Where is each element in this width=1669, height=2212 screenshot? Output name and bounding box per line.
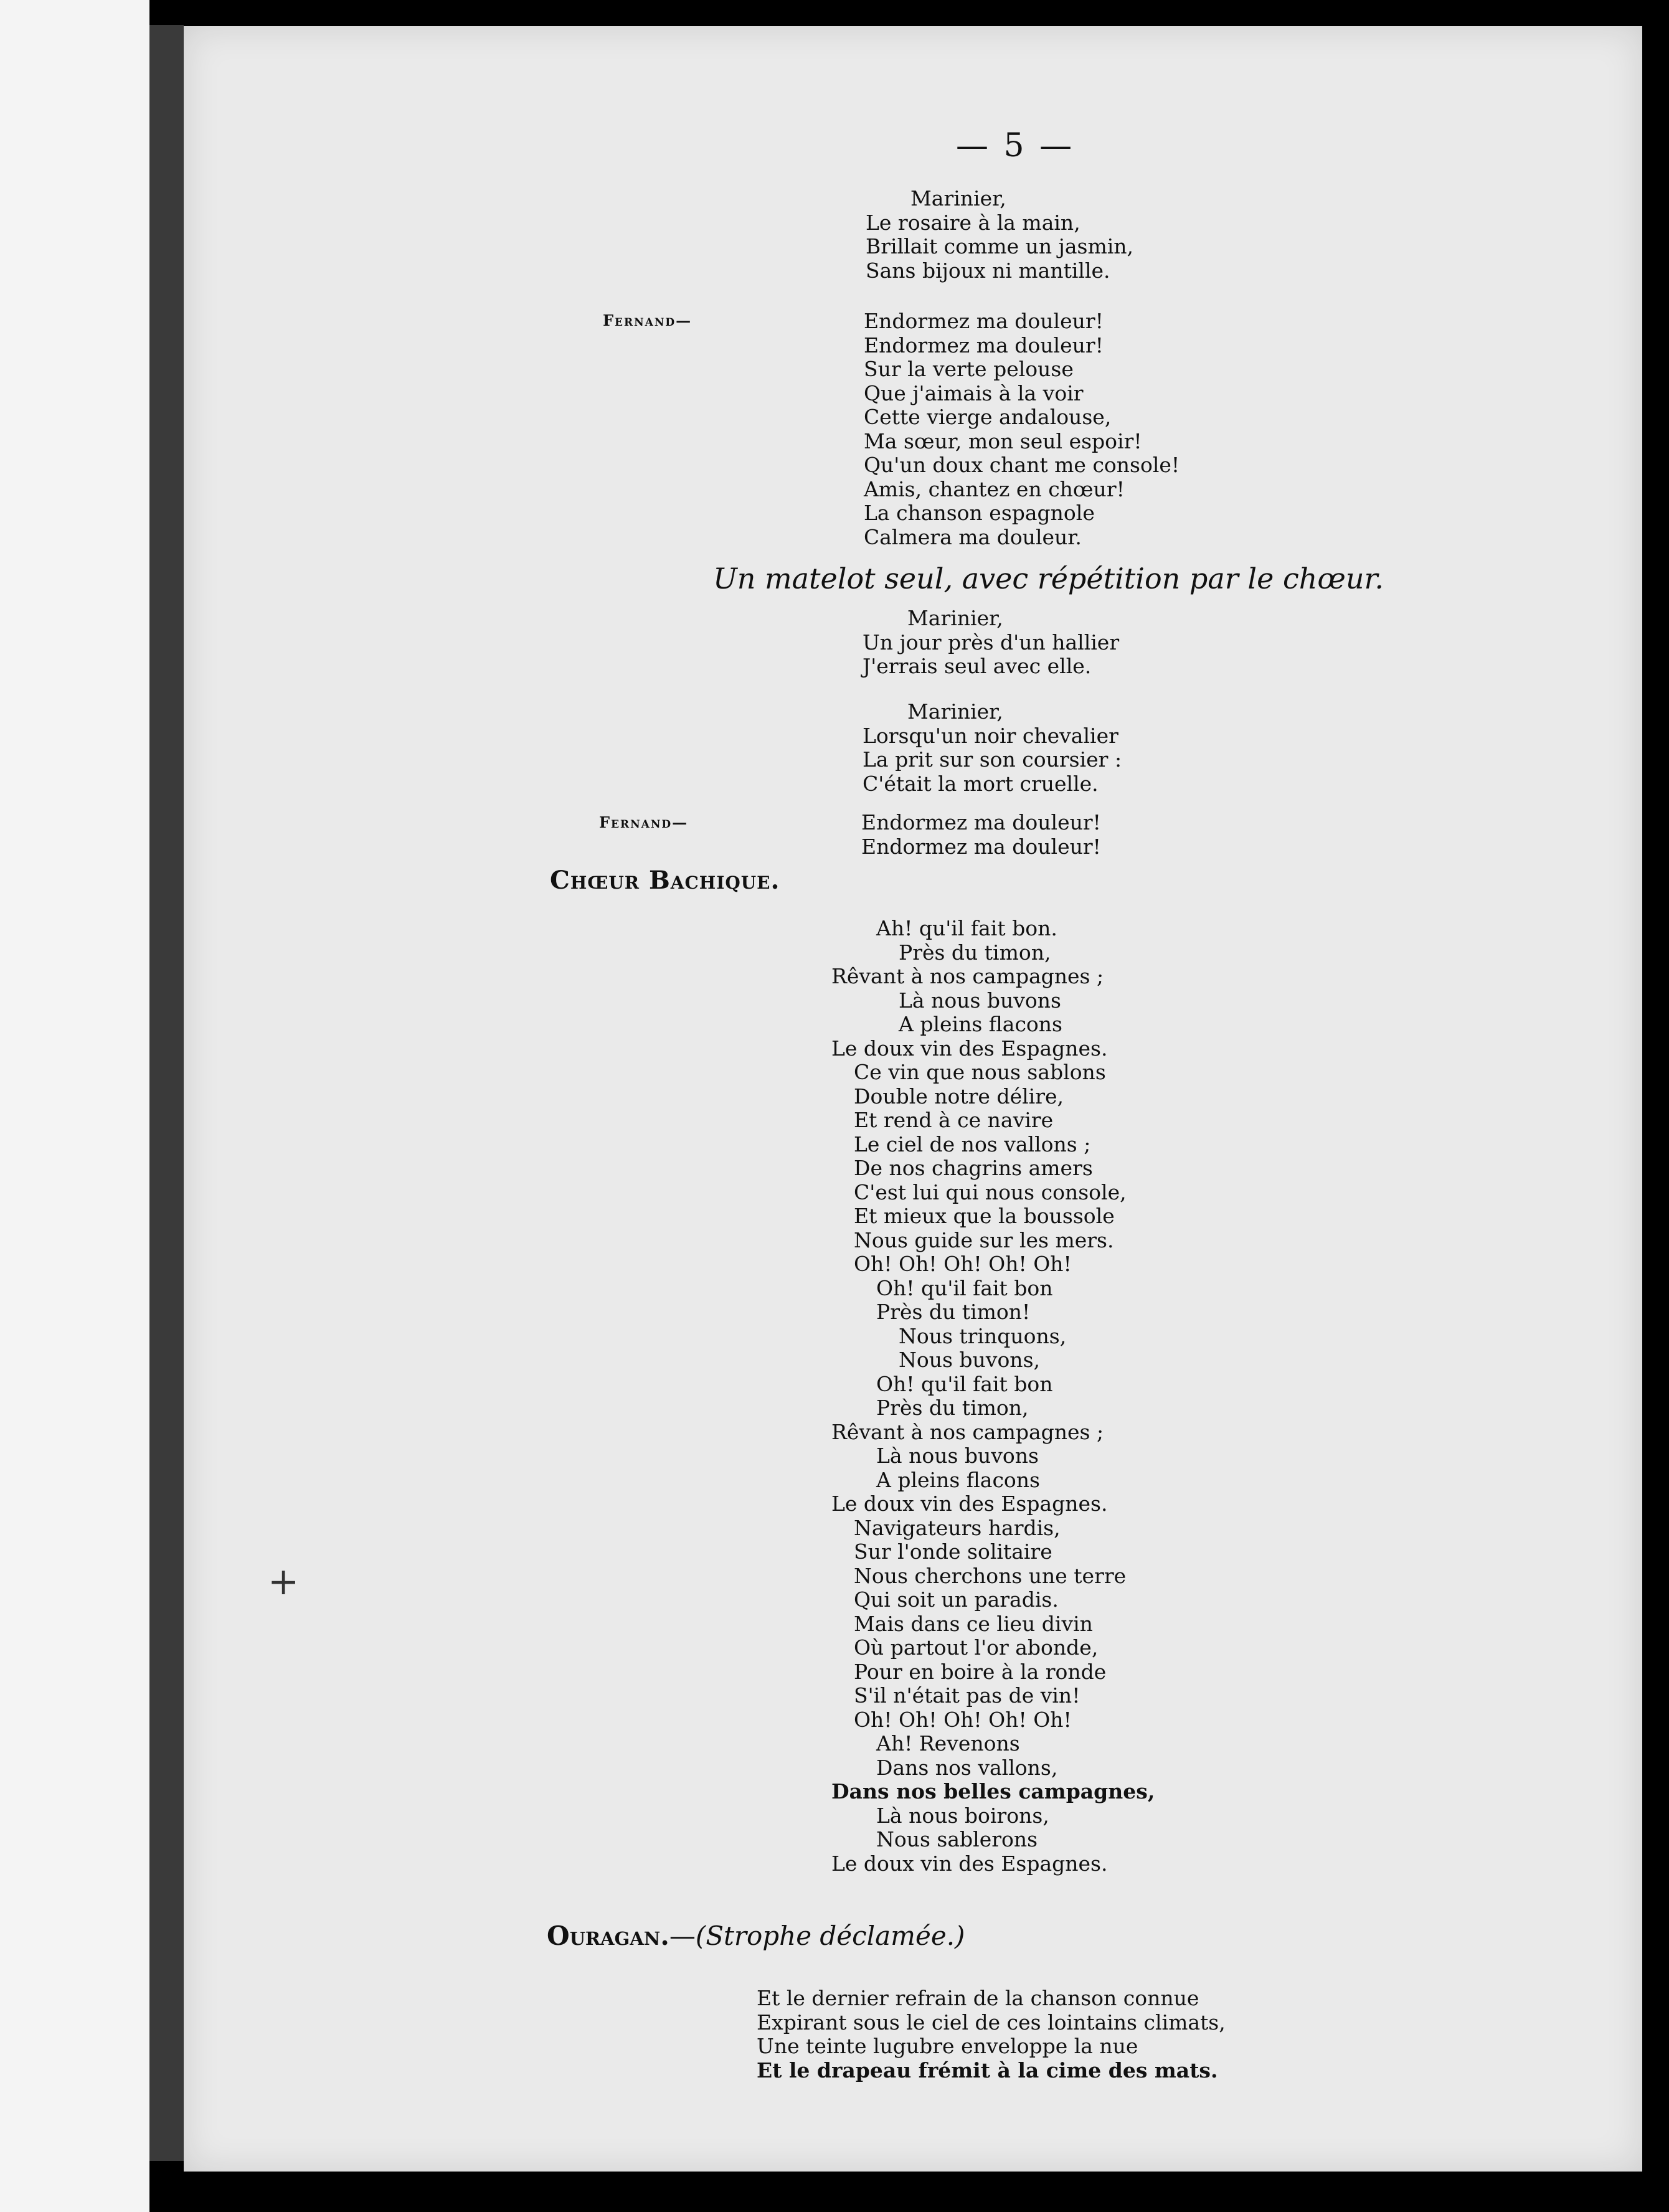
verse-line: Un jour près d'un hallier <box>863 630 1120 655</box>
fernand-verse-2 <box>861 811 1101 859</box>
verse-line: Près du timon, <box>899 940 1051 965</box>
verse-line: Et rend à ce navire <box>854 1108 1054 1132</box>
verse-line: Double notre délire, <box>854 1084 1064 1108</box>
verse-line: Rêvant à nos campagnes ; <box>831 1419 1104 1444</box>
speaker-ouragan: Ouragan. <box>547 1921 669 1951</box>
verse-line: Et mieux que la boussole <box>854 1204 1115 1228</box>
stage-direction: Un matelot seul, avec répétition par le chœur. <box>713 562 1384 595</box>
verse-line: Et le drapeau frémit à la cime des mats. <box>757 2058 1218 2082</box>
verse-line: Sur l'onde solitaire <box>854 1539 1052 1564</box>
verse-line: Là nous buvons <box>899 988 1061 1013</box>
verse-line: Endormez ma douleur! <box>864 333 1104 357</box>
verse-line: Marinier, <box>907 606 1003 630</box>
verse-line: Endormez ma douleur! <box>861 834 1101 859</box>
verse-line: Oh! Oh! Oh! Oh! Oh! <box>854 1252 1072 1276</box>
verse-line: Amis, chantez en chœur! <box>864 476 1125 501</box>
verse-line: La prit sur son coursier : <box>863 747 1122 772</box>
page-number: — 5 — <box>956 127 1075 164</box>
verse-line: Près du timon! <box>876 1300 1031 1324</box>
verse-line: Sans bijoux ni mantille. <box>866 258 1110 283</box>
verse-line: Ah! Revenons <box>876 1731 1020 1756</box>
verse-line: J'errais seul avec elle. <box>863 654 1092 678</box>
verse-line: Rêvant à nos campagnes ; <box>831 964 1104 988</box>
verse-line: Dans nos vallons, <box>876 1755 1058 1780</box>
book-spine <box>149 25 184 2161</box>
verse-line: Lorsqu'un noir chevalier <box>863 723 1118 748</box>
verse-line: Là nous boirons, <box>876 1803 1049 1828</box>
verse-line: Une teinte lugubre enveloppe la nue <box>757 2034 1138 2058</box>
verse-line: Là nous buvons <box>876 1444 1039 1468</box>
choeur-bachique-verse <box>831 917 1155 1876</box>
stanza-marinier-1 <box>866 187 1133 283</box>
speaker-fernand: Fernand— <box>599 813 689 831</box>
document-page <box>184 26 1642 2172</box>
verse-line: Cette vierge andalouse, <box>864 405 1112 429</box>
verse-line: Endormez ma douleur! <box>864 309 1104 333</box>
verse-line: Endormez ma douleur! <box>861 810 1101 834</box>
verse-line: De nos chagrins amers <box>854 1156 1093 1180</box>
verse-line: Sur la verte pelouse <box>864 357 1074 381</box>
verse-line: Nous cherchons une terre <box>854 1563 1127 1588</box>
verse-line: La chanson espagnole <box>864 501 1095 525</box>
verse-line: Calmera ma douleur. <box>864 524 1082 549</box>
verse-line: Expirant sous le ciel de ces lointains climats, <box>757 2010 1226 2035</box>
verse-line: A pleins flacons <box>899 1012 1062 1036</box>
verse-line: Marinier, <box>907 699 1003 724</box>
verse-line: Ma sœur, mon seul espoir! <box>864 428 1142 453</box>
verse-line: Le doux vin des Espagnes. <box>831 1851 1108 1876</box>
fernand-verse-1 <box>864 310 1180 549</box>
verse-line: Qui soit un paradis. <box>854 1587 1059 1612</box>
verse-line: Ah! qu'il fait bon. <box>876 916 1057 940</box>
verse-line: Dans nos belles campagnes, <box>831 1779 1155 1803</box>
verse-line: Pour en boire à la ronde <box>854 1659 1107 1684</box>
verse-line: Que j'aimais à la voir <box>864 380 1084 405</box>
choeur-heading: Chœur Bachique. <box>550 866 780 895</box>
verse-line: Près du timon, <box>876 1396 1029 1420</box>
verse-line: Oh! qu'il fait bon <box>876 1275 1053 1300</box>
stanza-marinier-2 <box>863 607 1119 679</box>
ouragan-dash: — <box>669 1921 696 1951</box>
verse-line: A pleins flacons <box>876 1467 1040 1492</box>
verse-line: Nous buvons, <box>899 1348 1040 1372</box>
verse-line: Qu'un doux chant me console! <box>864 453 1180 477</box>
verse-line: Le rosaire à la main, <box>866 210 1080 235</box>
verse-line: Brillait comme un jasmin, <box>866 234 1134 258</box>
ouragan-verse <box>757 1987 1226 2082</box>
facing-page-edge <box>0 0 149 2212</box>
verse-line: Le doux vin des Espagnes. <box>831 1036 1108 1061</box>
verse-line: C'est lui qui nous console, <box>854 1179 1127 1204</box>
verse-line: Nous sablerons <box>876 1827 1038 1851</box>
stanza-marinier-3 <box>863 700 1122 796</box>
ouragan-heading <box>547 1921 965 1951</box>
verse-line: Ce vin que nous sablons <box>854 1060 1106 1084</box>
verse-line: Et le dernier refrain de la chanson connue <box>757 1986 1199 2010</box>
verse-line: Oh! Oh! Oh! Oh! Oh! <box>854 1707 1072 1732</box>
verse-line: S'il n'était pas de vin! <box>854 1683 1080 1708</box>
verse-line: Nous trinquons, <box>899 1323 1067 1348</box>
speaker-fernand: Fernand— <box>603 311 693 329</box>
verse-line: Marinier, <box>910 186 1006 210</box>
verse-line: Navigateurs hardis, <box>854 1515 1061 1540</box>
verse-line: Nous guide sur les mers. <box>854 1227 1114 1252</box>
verse-line: Où partout l'or abonde, <box>854 1635 1099 1660</box>
margin-mark: + <box>268 1560 300 1604</box>
verse-line: Le ciel de nos vallons ; <box>854 1132 1091 1156</box>
verse-line: Oh! qu'il fait bon <box>876 1371 1053 1396</box>
verse-line: C'était la mort cruelle. <box>863 771 1099 796</box>
ouragan-note: (Strophe déclamée.) <box>695 1921 965 1951</box>
verse-line: Le doux vin des Espagnes. <box>831 1491 1108 1516</box>
verse-line: Mais dans ce lieu divin <box>854 1611 1093 1636</box>
